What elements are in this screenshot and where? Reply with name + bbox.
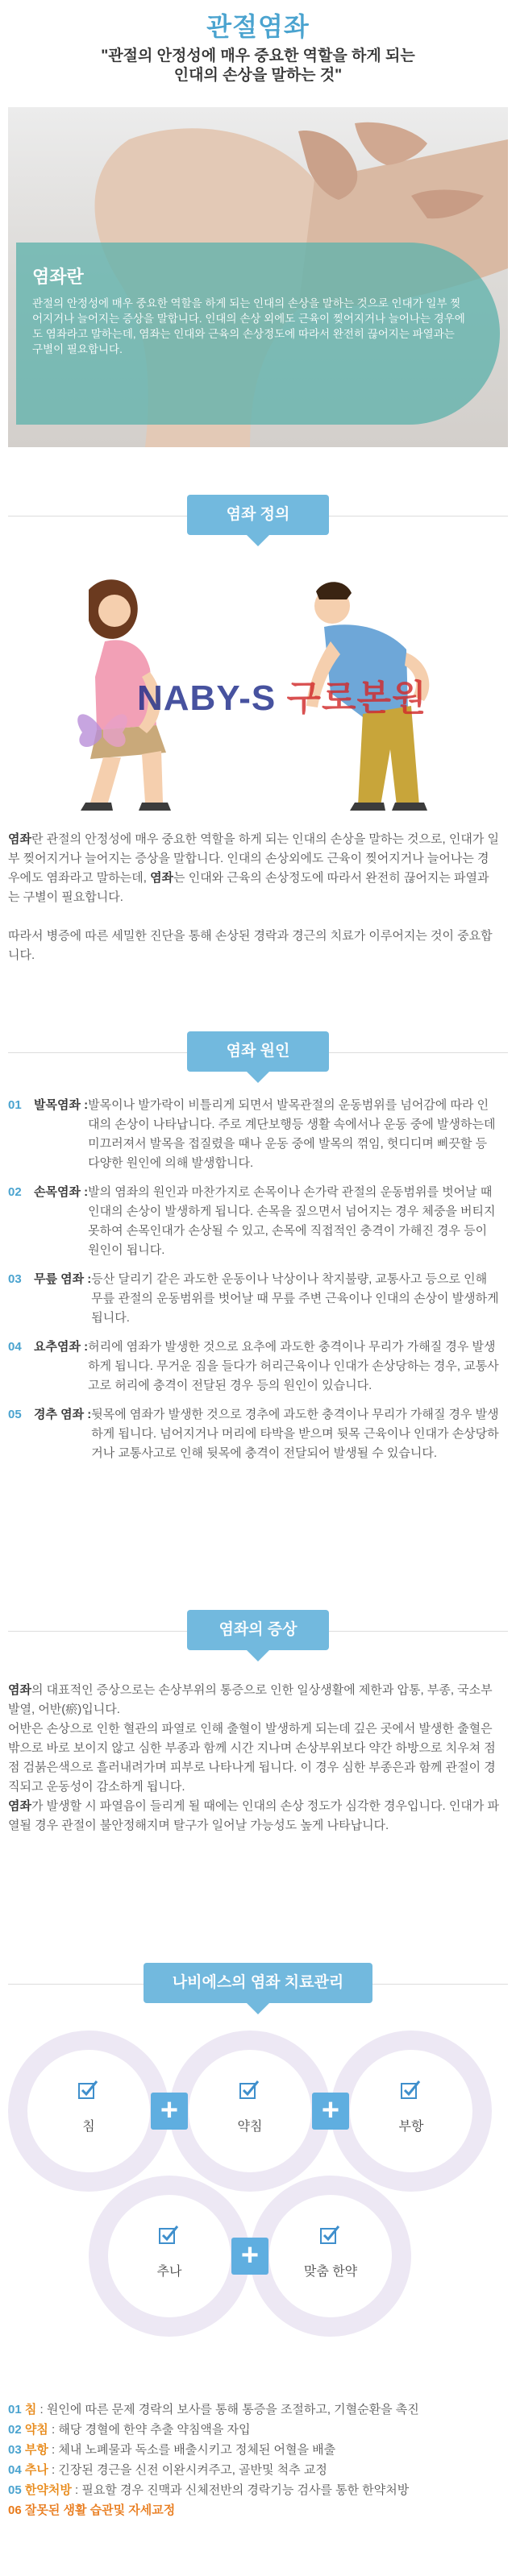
cause-list bbox=[8, 1096, 500, 1473]
cause-item bbox=[8, 1096, 500, 1173]
treatment-name: 한약처방 bbox=[24, 2483, 72, 2497]
bold-term: 염좌 bbox=[8, 1799, 31, 1813]
cause-number: 03 bbox=[8, 1272, 22, 1286]
treatment-circle-label: 침 bbox=[82, 2120, 95, 2134]
treatment-name: 침 bbox=[24, 2403, 37, 2416]
treatment-name: 잘못된 생활 습관및 자세교정 bbox=[24, 2503, 176, 2517]
treatment-number: 04 bbox=[8, 2463, 25, 2477]
cause-number: 01 bbox=[8, 1098, 22, 1112]
treatment-circle bbox=[250, 2176, 411, 2337]
cause-label: 경추 염좌 : bbox=[34, 1408, 92, 1421]
watermark-branch: 구로본원 bbox=[286, 678, 427, 718]
treatment-circle bbox=[331, 2031, 492, 2192]
cause-number: 04 bbox=[8, 1340, 22, 1354]
symptom-line-2: 어반은 손상으로 인한 혈관의 파열로 인해 출혈이 발생하게 되는데 깊은 곳에서 발생한 출혈은 밖으로 바로 보이지 않고 심한 부종과 함께 시간 지나며 손상부위보다 약간 하방으로 치우쳐 점점 검붉은색으로 흘러내려가며 피부로 나타나게 됩니다. 이 경우 심한 부종은과 함께 관절이 경직되고 운동성이 감소하게 됩니다. bbox=[8, 1722, 496, 1794]
checkbox-icon bbox=[77, 2079, 98, 2100]
hero-description: 관절의 안정성에 매우 중요한 역할을 하게 되는 인대의 손상을 말하는 것으로 인대가 일부 찢어지거나 늘어지는 증상을 말합니다. 인대의 손상 외에도 근육이 찢어지거나 늘어나는 경우에도 염좌라고 말하는데, 염좌는 인대와 근육의 손상정도에 따라서 완전히 끊어지는 파열과는 구별이 필요합니다. bbox=[32, 297, 465, 355]
treatment-list-item bbox=[8, 2460, 500, 2480]
treatment-list-item bbox=[8, 2500, 500, 2520]
cause-text: 허리에 염좌가 발생한 것으로 요추에 과도한 충격이나 무리가 가해질 경우 발생하게 됩니다. 무거운 짐을 들다가 허리근육이나 인대가 손상당하는 경우, 교통사고로 허리에 충격이 전달된 경우 등의 원인이 있습니다. bbox=[88, 1340, 499, 1392]
cause-text: 등산 달리기 같은 과도한 운동이나 낙상이나 착지불량, 교통사고 등으로 인해 무릎 관절의 운동범위를 벗어날 때 무릎 주변 근육이나 인대의 손상이 발생하게 됩니다. bbox=[91, 1272, 499, 1325]
symptom-line-3 bbox=[8, 1797, 500, 1836]
symptom-line-1 bbox=[8, 1681, 500, 1719]
cause-item bbox=[8, 1270, 500, 1328]
cause-item bbox=[8, 1405, 500, 1463]
checkbox-icon bbox=[158, 2224, 179, 2245]
treatment-circle-label: 약침 bbox=[237, 2120, 263, 2134]
bold-term: 염좌 bbox=[8, 832, 31, 846]
watermark-brand: NABY-S bbox=[137, 678, 277, 718]
cause-text: 발목이나 발가락이 비틀리게 되면서 발목관절의 운동범위를 넘어감에 따라 인대의 손상이 나타납니다. 주로 계단보행등 생활 속에서나 운동 중에 발생하는데 미끄러져서 발목을 접질렸을 때나 운동 중에 발목의 꺾임, 헛디디며 삐끗할 등 다양한 원인에 의해 발생합니다. bbox=[88, 1098, 496, 1170]
treatment-list-item bbox=[8, 2420, 500, 2440]
treatment-list bbox=[8, 2400, 500, 2520]
treatment-circle bbox=[8, 2031, 169, 2192]
treatment-number: 03 bbox=[8, 2443, 25, 2457]
treatment-circle bbox=[89, 2176, 250, 2337]
treatment-list-item bbox=[8, 2440, 500, 2460]
plus-icon: + bbox=[312, 2093, 349, 2130]
symptom-text-3: 가 발생할 시 파열음이 들리게 될 때에는 인대의 손상 정도가 심각한 경우입니다. 인대가 파열될 경우 관절이 불안정해지며 탈구가 일어날 가능성도 높게 나타납니다. bbox=[8, 1799, 499, 1832]
hero-heading: 염좌란 bbox=[32, 267, 84, 287]
definition-paragraph-1 bbox=[8, 830, 500, 907]
page-title: 관절염좌 bbox=[206, 12, 310, 41]
treatment-list-item bbox=[8, 2400, 500, 2420]
treatment-circle-label: 부항 bbox=[398, 2120, 424, 2134]
checkbox-icon bbox=[319, 2224, 340, 2245]
subtitle-line-2: 인대의 손상을 말하는 것" bbox=[173, 67, 343, 84]
cause-text: 발의 염좌의 원인과 마찬가지로 손목이나 손가락 관절의 운동범위를 벗어날 때 인대의 손상이 발생하게 됩니다. 손목을 짚으면서 넘어지는 경우 체중을 버티지 못하여 손목인대가 손상될 수 있고, 손목에 직접적인 충격이 가해진 경우 등이 원인이 됩니다. bbox=[88, 1185, 496, 1257]
page-subtitle bbox=[0, 47, 516, 85]
treatment-description: : 해당 경혈에 한약 추출 약침액을 자입 bbox=[48, 2423, 251, 2437]
cause-label: 요추염좌 : bbox=[34, 1340, 89, 1354]
treatment-name: 추나 bbox=[24, 2463, 48, 2477]
bold-term: 염좌 bbox=[150, 871, 174, 885]
cause-number: 05 bbox=[8, 1408, 22, 1421]
subtitle-line-1: "관절의 안정성에 매우 중요한 역할을 하게 되는 bbox=[101, 48, 415, 64]
symptom-text-1: 의 대표적인 증상으로는 손상부위의 통증으로 인한 일상생활에 제한과 압통, 부종, 국소부 발열, 어반(瘀)입니다. bbox=[8, 1683, 493, 1716]
cause-label: 손목염좌 : bbox=[34, 1185, 89, 1199]
section-tab-causes: 염좌 원인 bbox=[187, 1031, 329, 1072]
treatment-number: 06 bbox=[8, 2503, 25, 2517]
plus-icon: + bbox=[151, 2093, 188, 2130]
treatment-name: 부항 bbox=[24, 2443, 48, 2457]
treatment-list-item bbox=[8, 2480, 500, 2500]
section-tab-treatment: 나비에스의 염좌 치료관리 bbox=[144, 1963, 372, 2003]
checkbox-icon bbox=[400, 2079, 421, 2100]
checkbox-icon bbox=[239, 2079, 260, 2100]
cause-label: 무릎 염좌 : bbox=[34, 1272, 92, 1286]
treatment-number: 01 bbox=[8, 2403, 25, 2416]
treatment-name: 약침 bbox=[24, 2423, 48, 2437]
bold-term: 염좌 bbox=[8, 1683, 31, 1697]
treatment-description: : 원인에 따른 문제 경락의 보사를 통해 통증을 조절하고, 기혈순환을 촉진 bbox=[36, 2403, 419, 2416]
treatment-circle-label: 추나 bbox=[156, 2265, 182, 2279]
treatment-circle bbox=[169, 2031, 331, 2192]
hero-info-box bbox=[16, 243, 500, 425]
plus-icon: + bbox=[231, 2238, 268, 2275]
treatment-number: 05 bbox=[8, 2483, 25, 2497]
treatment-description: : 긴장된 경근을 신전 이완시켜주고, 골반및 척추 교정 bbox=[48, 2463, 327, 2477]
cause-item bbox=[8, 1183, 500, 1260]
definition-text-2: 는 인대와 근육의 손상정도에 따라서 완전히 끊어지는 파열과는 구별이 필요합니다. bbox=[8, 871, 489, 904]
hero-banner bbox=[8, 107, 508, 447]
clinic-watermark bbox=[137, 669, 427, 720]
treatment-description: : 필요할 경우 진맥과 신체전반의 경락기능 검사를 통한 한약처방 bbox=[71, 2483, 410, 2497]
definition-text-1: 란 관절의 안정성에 매우 중요한 역할을 하게 되는 인대의 손상을 말하는 것으로, 인대가 일부 찢어지거나 늘어지는 증상을 말합니다. 인대의 손상외에도 근육이 찢어지거나 늘어나는 경우에도 염좌라고 말하는데, bbox=[8, 832, 499, 885]
treatment-description: : 체내 노폐물과 독소를 배출시키고 정체된 어혈을 배출 bbox=[48, 2443, 336, 2457]
cause-item bbox=[8, 1338, 500, 1396]
cause-label: 발목염좌 : bbox=[34, 1098, 89, 1112]
symptoms-paragraph bbox=[8, 1681, 500, 1836]
section-tab-symptoms: 염좌의 증상 bbox=[187, 1610, 329, 1650]
cause-text: 뒷목에 염좌가 발생한 것으로 경추에 과도한 충격이나 무리가 가해질 경우 발생하게 됩니다. 넘어지거나 머리에 타박을 받으며 뒷목 근육이나 인대가 손상당하거나 교통사고로 인해 뒷목에 충격이 전달되어 발생될 수 있습니다. bbox=[91, 1408, 499, 1460]
treatment-circle-label: 맞춤 한약 bbox=[303, 2265, 358, 2279]
definition-paragraph-2: 따라서 병증에 따른 세밀한 진단을 통해 손상된 경락과 경근의 치료가 이루어지는 것이 중요합니다. bbox=[8, 929, 493, 962]
cause-number: 02 bbox=[8, 1185, 22, 1199]
treatment-number: 02 bbox=[8, 2423, 25, 2437]
section-tab-definition: 염좌 정의 bbox=[187, 495, 329, 535]
